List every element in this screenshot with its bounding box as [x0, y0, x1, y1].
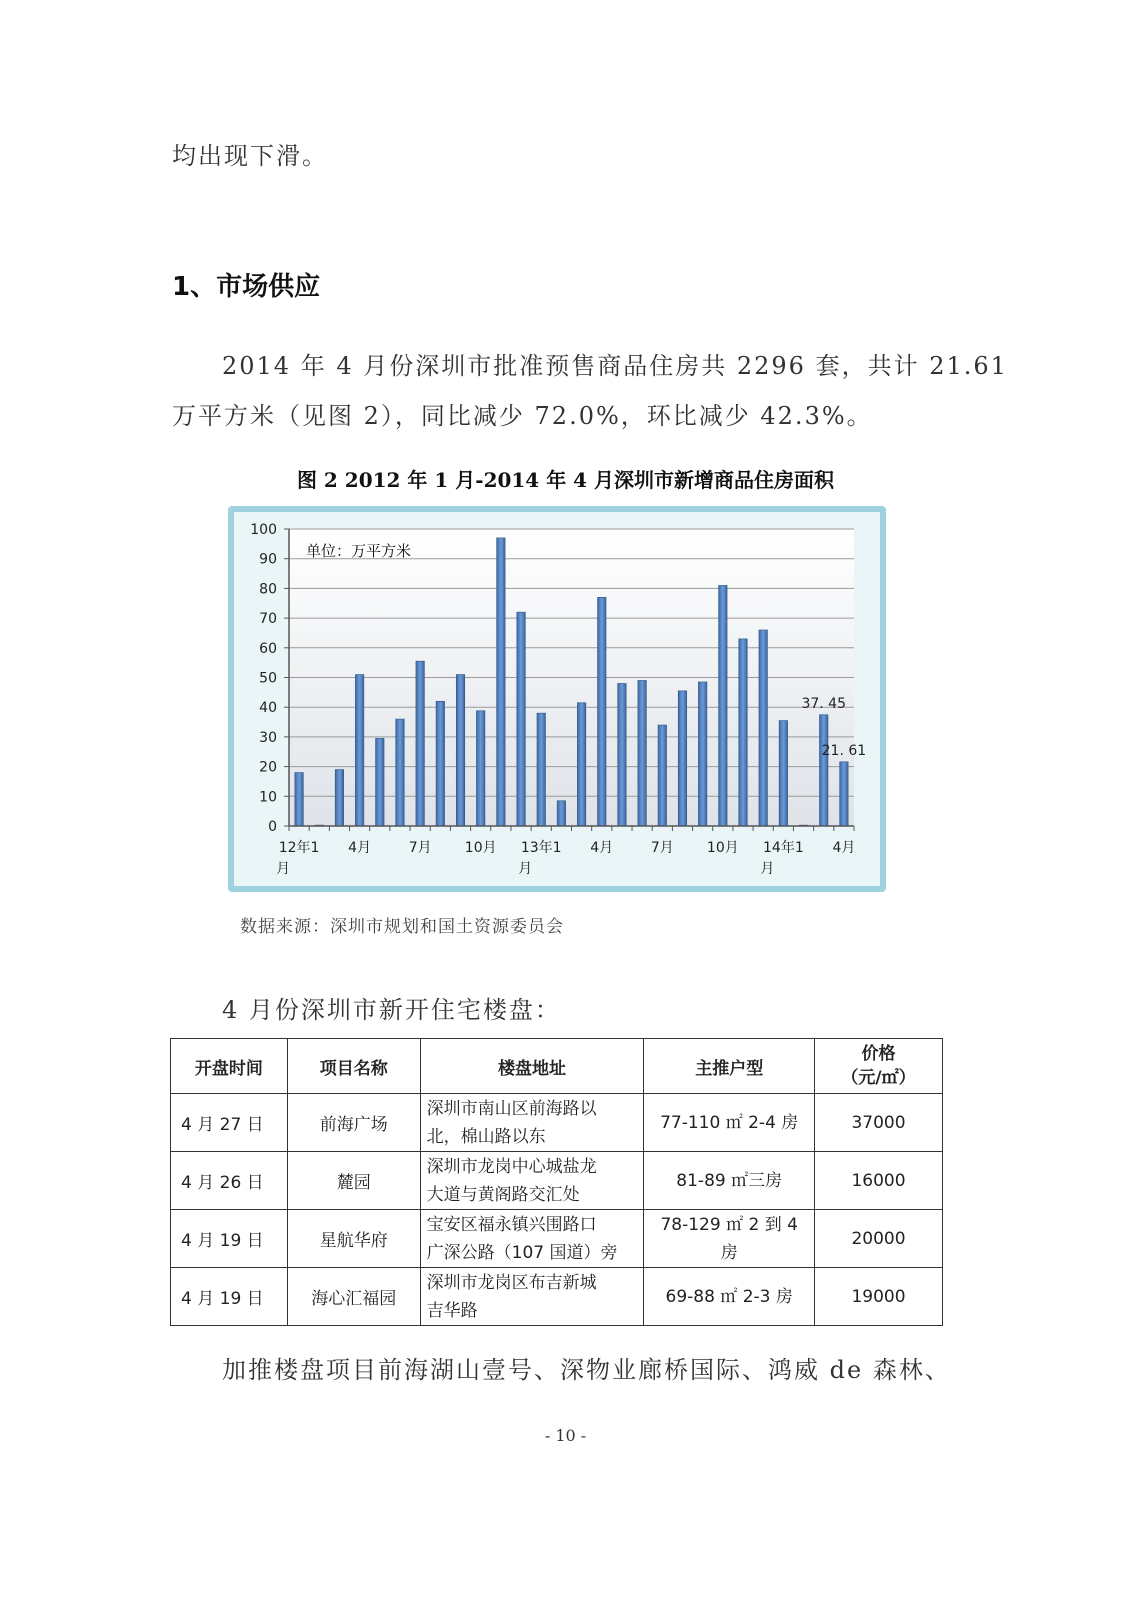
bar [759, 630, 767, 826]
y-tick-label: 10 [259, 789, 277, 806]
address-line-2: 北，棉山路以东 [426, 1126, 546, 1147]
x-tick-label: 4月 [348, 840, 372, 856]
bar [739, 639, 747, 826]
bar [416, 661, 424, 826]
section-heading: 1、市场供应 [172, 272, 321, 302]
header-open-date: 开盘时间 [171, 1039, 288, 1094]
cell-address [420, 1268, 644, 1326]
x-tick-label: 7月 [650, 840, 674, 856]
figure-caption: 图 2 2012 年 1 月-2014 年 4 月深圳市新增商品住房面积 [296, 468, 835, 492]
bar [719, 585, 727, 826]
unit-type-line-1: 69-88 ㎡ 2-3 房 [665, 1286, 793, 1307]
cell-address [420, 1152, 644, 1210]
unit-label: 单位：万平方米 [306, 542, 412, 560]
x-tick-label-line2: 月 [518, 861, 533, 877]
address-line-1: 深圳市龙岗区布吉新城 [426, 1272, 597, 1293]
paragraph-line-2: 万平方米（见图 2），同比减少 72.0%，环比减少 42.3%。 [172, 402, 873, 430]
cell-unit-type [644, 1094, 815, 1152]
header-price-unit: （元/㎡） [841, 1068, 916, 1088]
bar [476, 711, 484, 826]
x-tick-label: 7月 [408, 840, 432, 856]
paragraph-line-3: 加推楼盘项目前海湖山壹号、深物业廊桥国际、鸿威 de 森林、 [222, 1356, 951, 1384]
y-tick-label: 80 [259, 581, 277, 598]
cell-date: 4 月 19 日 [171, 1268, 288, 1326]
address-line-2: 大道与黄阁路交汇处 [426, 1184, 580, 1205]
bar [698, 682, 706, 826]
projects-table [170, 1038, 943, 1326]
cell-price: 16000 [815, 1152, 943, 1210]
address-line-1: 宝安区福永镇兴围路口 [426, 1214, 597, 1235]
page-number: - 10 - [544, 1426, 587, 1445]
bar [456, 675, 464, 826]
bar [436, 701, 444, 826]
bar [618, 683, 626, 826]
y-tick-label: 20 [259, 759, 277, 776]
data-label: 21. 61 [821, 742, 867, 759]
cell-date: 4 月 26 日 [171, 1152, 288, 1210]
bar [658, 725, 666, 826]
bar [517, 612, 525, 826]
x-tick-label: 13年1 [520, 840, 562, 856]
unit-type-line-1: 77-110 ㎡ 2-4 房 [660, 1112, 799, 1133]
x-tick-label: 12年1 [278, 840, 320, 856]
bar-chart [234, 512, 880, 886]
y-tick-label: 0 [268, 819, 277, 835]
cell-address [420, 1094, 644, 1152]
unit-type-line-1: 78-129 ㎡ 2 到 4 [660, 1214, 798, 1235]
table-intro: 4 月份深圳市新开住宅楼盘： [222, 996, 561, 1024]
bar [840, 762, 848, 826]
y-tick-label: 60 [259, 640, 277, 657]
bar [376, 738, 384, 826]
bar [335, 770, 343, 826]
cell-unit-type [644, 1210, 815, 1268]
x-tick-label: 4月 [832, 840, 856, 856]
y-tick-label: 100 [250, 522, 277, 538]
y-tick-label: 90 [259, 551, 277, 568]
cell-name: 前海广场 [287, 1094, 420, 1152]
header-unit-type: 主推户型 [644, 1039, 815, 1094]
cell-date: 4 月 19 日 [171, 1210, 288, 1268]
unit-type-line-1: 81-89 ㎡三房 [676, 1170, 783, 1191]
address-line-1: 深圳市南山区前海路以 [426, 1098, 597, 1119]
cell-unit-type [644, 1152, 815, 1210]
data-label: 37. 45 [801, 695, 846, 712]
cell-unit-type [644, 1268, 815, 1326]
address-line-1: 深圳市龙岗中心城盐龙 [426, 1156, 597, 1177]
cell-price: 37000 [815, 1094, 943, 1152]
paragraph-fragment: 均出现下滑。 [172, 142, 328, 170]
x-tick-label: 10月 [706, 840, 739, 856]
bar [355, 675, 363, 826]
header-price [815, 1039, 943, 1094]
cell-price: 19000 [815, 1268, 943, 1326]
x-tick-label: 4月 [590, 840, 614, 856]
header-address: 楼盘地址 [420, 1039, 644, 1094]
bar [497, 538, 505, 826]
bar [295, 773, 303, 826]
bar [819, 715, 827, 826]
table-header-row [171, 1039, 943, 1094]
address-line-2: 吉华路 [426, 1300, 478, 1321]
cell-name: 海心汇福园 [287, 1268, 420, 1326]
source-note: 数据来源：深圳市规划和国土资源委员会 [240, 917, 564, 937]
bar [577, 703, 585, 826]
bar [678, 691, 686, 826]
x-tick-label: 14年1 [763, 840, 804, 856]
cell-address [420, 1210, 644, 1268]
address-line-2: 广深公路（107 国道）旁 [426, 1242, 618, 1263]
cell-price: 20000 [815, 1210, 943, 1268]
cell-name: 麓园 [287, 1152, 420, 1210]
table-row [171, 1268, 943, 1326]
y-tick-label: 50 [259, 670, 277, 687]
y-tick-label: 30 [259, 729, 277, 746]
bar [557, 801, 565, 826]
table-row [171, 1152, 943, 1210]
bar [598, 597, 606, 826]
header-project-name: 项目名称 [287, 1039, 420, 1094]
y-tick-label: 70 [259, 611, 277, 628]
bar [779, 721, 787, 826]
table-row [171, 1094, 943, 1152]
bar [396, 719, 404, 826]
header-price-label: 价格 [861, 1044, 896, 1064]
table-row [171, 1210, 943, 1268]
y-tick-label: 40 [259, 700, 277, 717]
unit-type-line-2: 房 [720, 1242, 738, 1263]
x-tick-label-line2: 月 [760, 861, 775, 877]
cell-name: 星航华府 [287, 1210, 420, 1268]
paragraph-line-1: 2014 年 4 月份深圳市批准预售商品住房共 2296 套，共计 21.61 [222, 352, 1008, 380]
chart-frame [228, 506, 886, 892]
x-tick-label-line2: 月 [276, 861, 291, 877]
cell-date: 4 月 27 日 [171, 1094, 288, 1152]
bar [537, 713, 545, 826]
x-tick-label: 10月 [464, 840, 497, 856]
bar [638, 680, 646, 826]
